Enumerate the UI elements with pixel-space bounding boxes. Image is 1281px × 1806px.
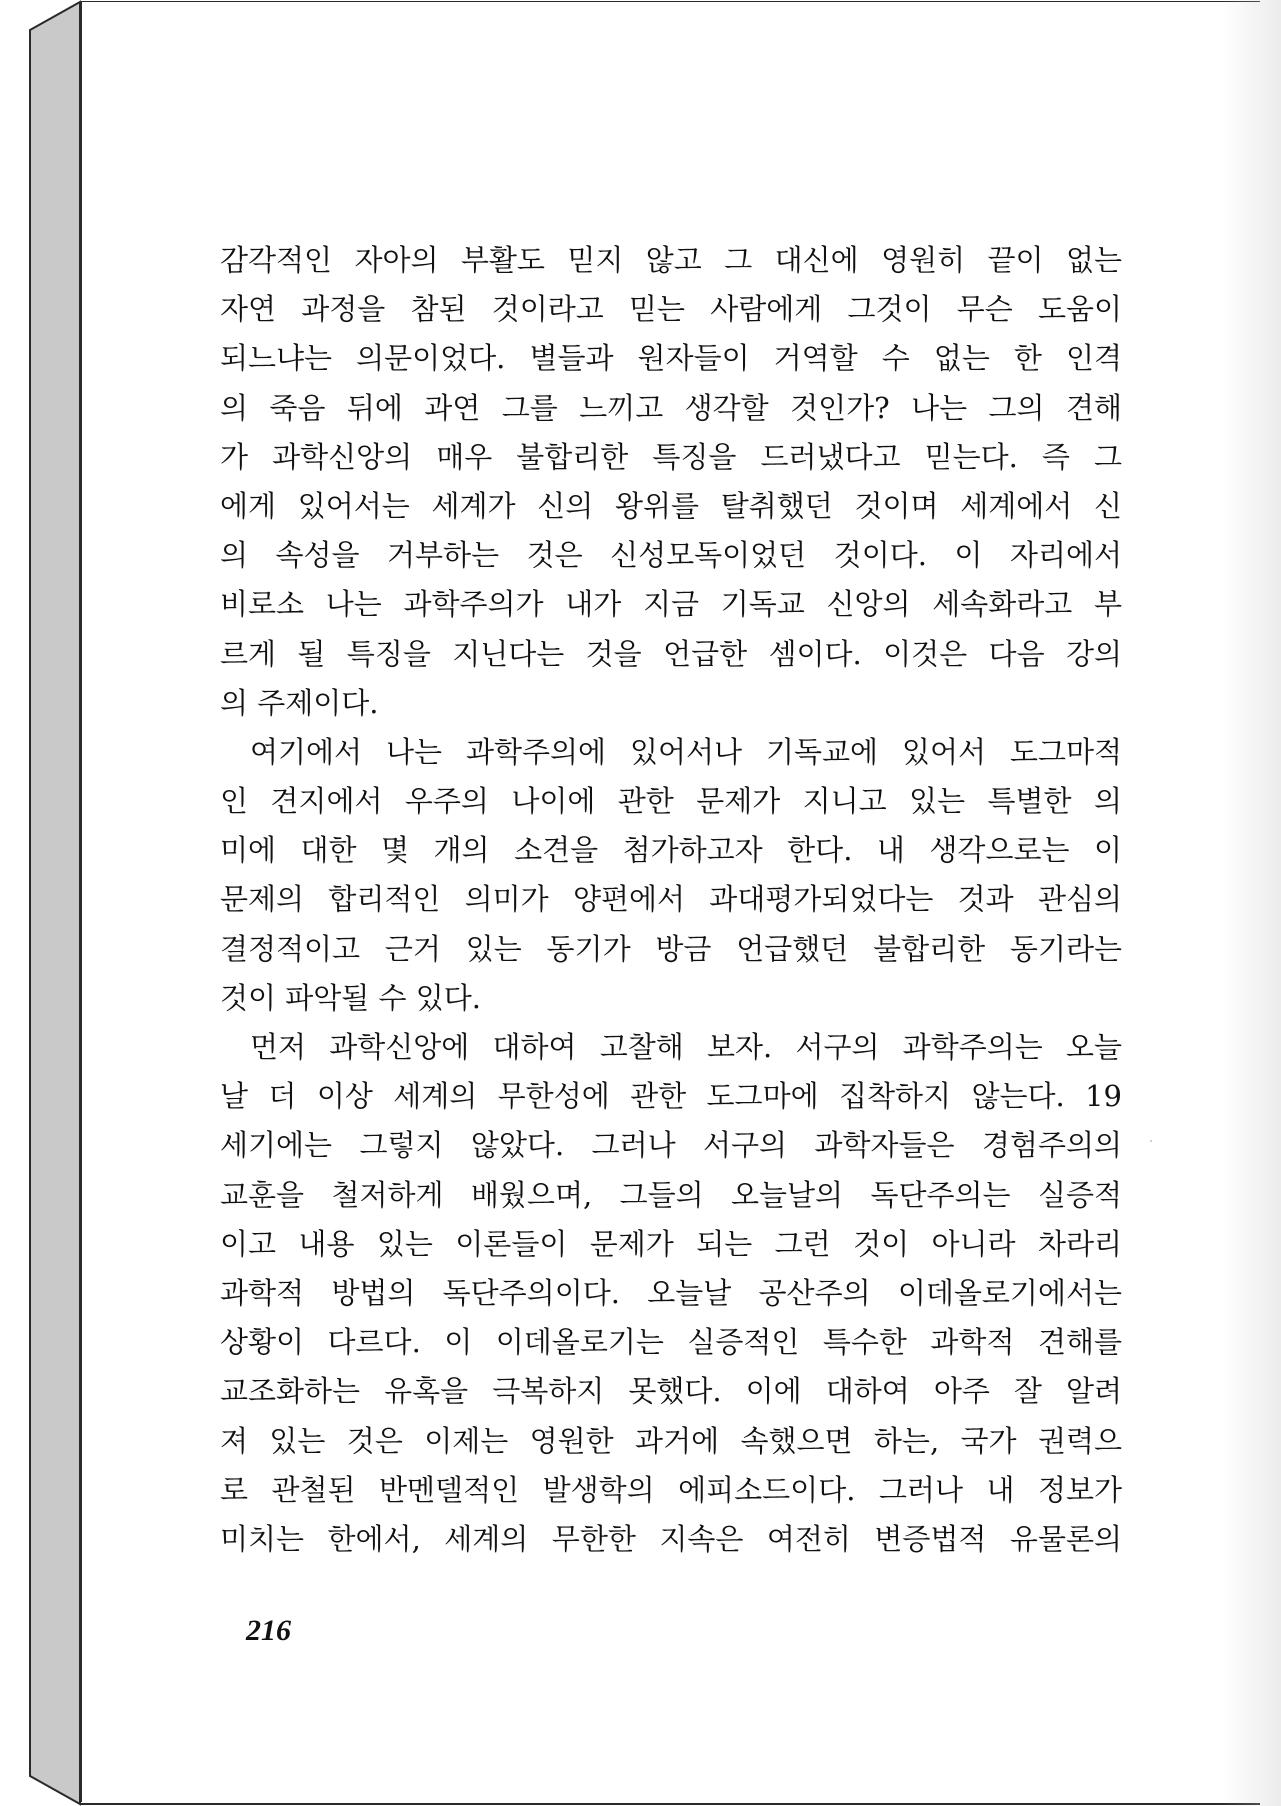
text-line: 의 죽음 뒤에 과연 그를 느끼고 생각할 것인가? 나는 그의 견해	[220, 390, 1122, 425]
margin-speck	[1150, 1140, 1152, 1142]
text-line: 이고 내용 있는 이론들이 문제가 되는 그런 것이 아니라 차라리	[220, 1226, 1122, 1261]
text-line: 교조화하는 유혹을 극복하지 못했다. 이에 대하여 아주 잘 알려	[220, 1374, 1122, 1409]
text-line: 자연 과정을 참된 것이라고 믿는 사람에게 그것이 무슨 도움이	[220, 292, 1122, 327]
text-line: 세기에는 그렇지 않았다. 그러나 서구의 과학자들은 경험주의의	[220, 1128, 1122, 1163]
text-line: 져 있는 것은 이제는 영원한 과거에 속했으면 하는, 국가 권력으	[220, 1423, 1122, 1458]
text-line: 인 견지에서 우주의 나이에 관한 문제가 지니고 있는 특별한 의	[220, 784, 1122, 819]
text-line: 에게 있어서는 세계가 신의 왕위를 탈취했던 것이며 세계에서 신	[220, 488, 1122, 523]
text-line: 비로소 나는 과학주의가 내가 지금 기독교 신앙의 세속화라고 부	[220, 587, 1122, 622]
text-line: 감각적인 자아의 부활도 믿지 않고 그 대신에 영원히 끝이 없는	[220, 243, 1122, 277]
text-line: 문제의 합리적인 의미가 양편에서 과대평가되었다는 것과 관심의	[220, 882, 1122, 917]
text-line: 과학적 방법의 독단주의이다. 오늘날 공산주의 이데올로기에서는	[220, 1275, 1122, 1310]
text-line: 교훈을 철저하게 배웠으며, 그들의 오늘날의 독단주의는 실증적	[220, 1177, 1122, 1212]
text-line: 결정적이고 근거 있는 동기가 방금 언급했던 불합리한 동기라는	[220, 931, 1122, 966]
text-line: 먼저 과학신앙에 대하여 고찰해 보자. 서구의 과학주의는 오늘	[250, 1030, 1122, 1064]
text-line: 여기에서 나는 과학주의에 있어서나 기독교에 있어서 도그마적	[250, 734, 1122, 769]
text-line: 날 더 이상 세계의 무한성에 관한 도그마에 집착하지 않는다. 19	[220, 1079, 1122, 1114]
text-line: 르게 될 특징을 지닌다는 것을 언급한 셈이다. 이것은 다음 강의	[220, 636, 1122, 671]
body-text	[220, 236, 1122, 1564]
text-line: 것이 파악될 수 있다.	[220, 980, 481, 1015]
page-number: 216	[246, 1614, 291, 1647]
text-line: 로 관철된 반멘델적인 발생학의 에피소드이다. 그러나 내 정보가	[220, 1472, 1122, 1507]
text-line: 상황이 다르다. 이 이데올로기는 실증적인 특수한 과학적 견해를	[220, 1325, 1122, 1360]
text-line: 가 과학신앙의 매우 불합리한 특징을 드러냈다고 믿는다. 즉 그	[220, 439, 1122, 474]
text-line: 의 속성을 거부하는 것은 신성모독이었던 것이다. 이 자리에서	[220, 538, 1122, 573]
page-edge-shadow	[1221, 0, 1281, 1806]
text-line: 미에 대한 몇 개의 소견을 첨가하고자 한다. 내 생각으로는 이	[220, 833, 1122, 868]
text-line: 되느냐는 의문이었다. 별들과 원자들이 거역할 수 없는 한 인격	[220, 341, 1122, 376]
text-line: 미치는 한에서, 세계의 무한한 지속은 여전히 변증법적 유물론의	[220, 1521, 1122, 1556]
text-line: 의 주제이다.	[220, 685, 379, 720]
